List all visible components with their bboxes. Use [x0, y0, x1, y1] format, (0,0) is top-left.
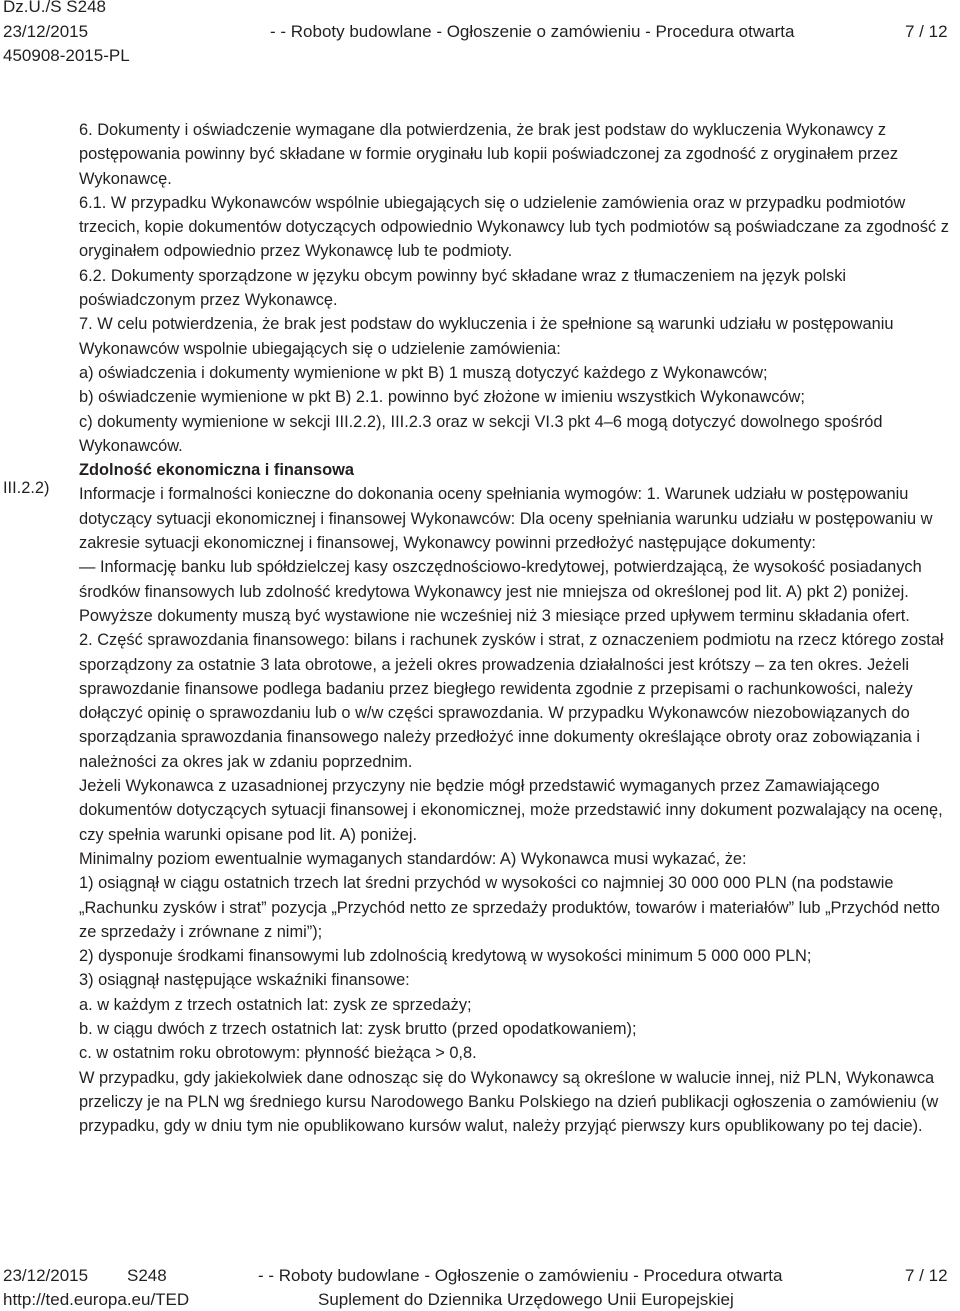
journal-reference: Dz.U./S S248: [3, 0, 106, 16]
paragraph: 2) dysponuje środkami finansowymi lub zdolnością kredytową w wysokości minimum 5 000 000 PLN;: [79, 947, 812, 966]
header-date: 23/12/2015: [3, 22, 89, 41]
header-page-number: 7 / 12: [905, 22, 948, 41]
paragraph: Informacje i formalności konieczne do dokonania oceny spełniania wymogów: 1. Warunek udziału w postępowaniu dotyczący sytuacji ekonomicznej i finansowej Wykonawców: Dla oceny spełniania warunku udziału w postępowaniu w zakresie sytuacji ekonomicznej i finansowej, Wykonawcy powinni przedłożyć następujące dokumenty:: [79, 485, 933, 553]
paragraph: 6.1. W przypadku Wykonawców wspólnie ubiegających się o udzielenie zamówienia oraz w przypadku podmiotów trzecich, kopie dokumentów dotyczących odpowiednio Wykonawcy lub tych podmiotów są poświadczane za zgodność z oryginałem odpowiednio przez Wykonawcę lub te podmioty.: [79, 193, 949, 261]
paragraph: c) dokumenty wymienione w sekcji III.2.2), III.2.3 oraz w sekcji VI.3 pkt 4–6 mogą dotyczyć dowolnego spośród Wykonawców.: [79, 412, 883, 455]
header-title: - - Roboty budowlane - Ogłoszenie o zamówieniu - Procedura otwarta: [270, 22, 795, 41]
paragraph: 1) osiągnął w ciągu ostatnich trzech lat średni przychód w wysokości co najmniej 30 000 000 PLN (na podstawie „Rachunku zysków i strat” pozycja „Przychód netto ze sprzedaży produktów, towarów i materiałów” lub „Przychód netto ze sprzedaży i zrównane z nimi”);: [79, 874, 940, 941]
paragraph: 6. Dokumenty i oświadczenie wymagane dla potwierdzenia, że brak jest podstaw do wykluczenia Wykonawcy z postępowania powinny być składane w formie oryginału lub kopii poświadczonej za zgodność z oryginałem przez Wykonawcę.: [79, 121, 899, 188]
paragraph: Minimalny poziom ewentualnie wymaganych standardów: A) Wykonawca musi wykazać, że:: [79, 849, 747, 868]
paragraph: — Informację banku lub spółdzielczej kasy oszczędnościowo-kredytowej, potwierdzającą, że wysokość posiadanych środków finansowych lub zdolność kredytowa Wykonawcy jest nie mniejsza od określonej pod lit. A) pkt 2) poniżej. Powyższe dokumenty muszą być wystawione nie wcześniej niż 3 miesiące przed upływem terminu składania ofert.: [79, 558, 922, 625]
paragraph: 2. Część sprawozdania finansowego: bilans i rachunek zysków i strat, z oznaczeniem podmiotu na rzecz którego został sporządzony za ostatnie 3 lata obrotowe, a jeżeli okres prowadzenia działalności jest krótszy – za ten okres. Jeżeli sprawozdanie finansowe podlega badaniu przez biegłego rewidenta zgodnie z przepisami o rachunkowości, należy dołączyć opinię o sprawozdaniu lub o w/w części sprawozdania. W przypadku Wykonawców niezobowiązanych do sporządzania sprawozdania finansowego należy przedłożyć inne dokumenty określające obroty oraz zobowiązania i należności za okres jak w zdaniu poprzednim.: [79, 631, 944, 771]
document-body: [79, 118, 959, 1138]
paragraph: 3) osiągnął następujące wskaźniki finansowe:: [79, 971, 410, 990]
footer-url[interactable]: http://ted.europa.eu/TED: [3, 1290, 190, 1309]
notice-id: 450908-2015-PL: [3, 46, 130, 65]
paragraph: W przypadku, gdy jakiekolwiek dane odnosząc się do Wykonawcy są określone w walucie innej, niż PLN, Wykonawca przeliczy je na PLN wg średniego kursu Narodowego Banku Polskiego na dzień publikacji ogłoszenia o zamówieniu (w przypadku, gdy w dniu tym nie opublikowano kursów walut, należy przyjąć pierwszy kurs opublikowany po tej dacie).: [79, 1068, 939, 1136]
paragraph: a. w każdym z trzech ostatnich lat: zysk ze sprzedaży;: [79, 995, 472, 1014]
footer-journal: S248: [127, 1266, 167, 1285]
footer-supplement: Suplement do Dziennika Urzędowego Unii Europejskiej: [318, 1290, 734, 1309]
paragraph: 7. W celu potwierdzenia, że brak jest podstaw do wykluczenia i że spełnione są warunki udziału w postępowaniu Wykonawców wspolnie ubiegających się o udzielenie zamówienia:: [79, 315, 894, 358]
paragraph: b. w ciągu dwóch z trzech ostatnich lat: zysk brutto (przed opodatkowaniem);: [79, 1019, 637, 1038]
paragraph: Jeżeli Wykonawca z uzasadnionej przyczyny nie będzie mógł przedstawić wymaganych przez Zamawiającego dokumentów dotyczących sytuacji finansowej i ekonomicznej, może przedstawić inny dokument pozwalający na ocenę, czy spełnia warunki opisane pod lit. A) poniżej.: [79, 777, 943, 844]
footer-title: - - Roboty budowlane - Ogłoszenie o zamówieniu - Procedura otwarta: [258, 1266, 783, 1285]
paragraph: a) oświadczenia i dokumenty wymienione w pkt B) 1 muszą dotyczyć każdego z Wykonawców;: [79, 363, 768, 382]
footer-page-number: 7 / 12: [905, 1266, 948, 1285]
footer-date: 23/12/2015: [3, 1266, 89, 1285]
paragraph: c. w ostatnim roku obrotowym: płynność bieżąca > 0,8.: [79, 1044, 477, 1063]
section-heading: Zdolność ekonomiczna i finansowa: [79, 461, 355, 480]
paragraph: b) oświadczenie wymienione w pkt B) 2.1. powinno być złożone w imieniu wszystkich Wykonawców;: [79, 388, 805, 407]
section-number: III.2.2): [3, 479, 50, 497]
paragraph: 6.2. Dokumenty sporządzone w języku obcym powinny być składane wraz z tłumaczeniem na język polski poświadczonym przez Wykonawcę.: [79, 266, 847, 310]
